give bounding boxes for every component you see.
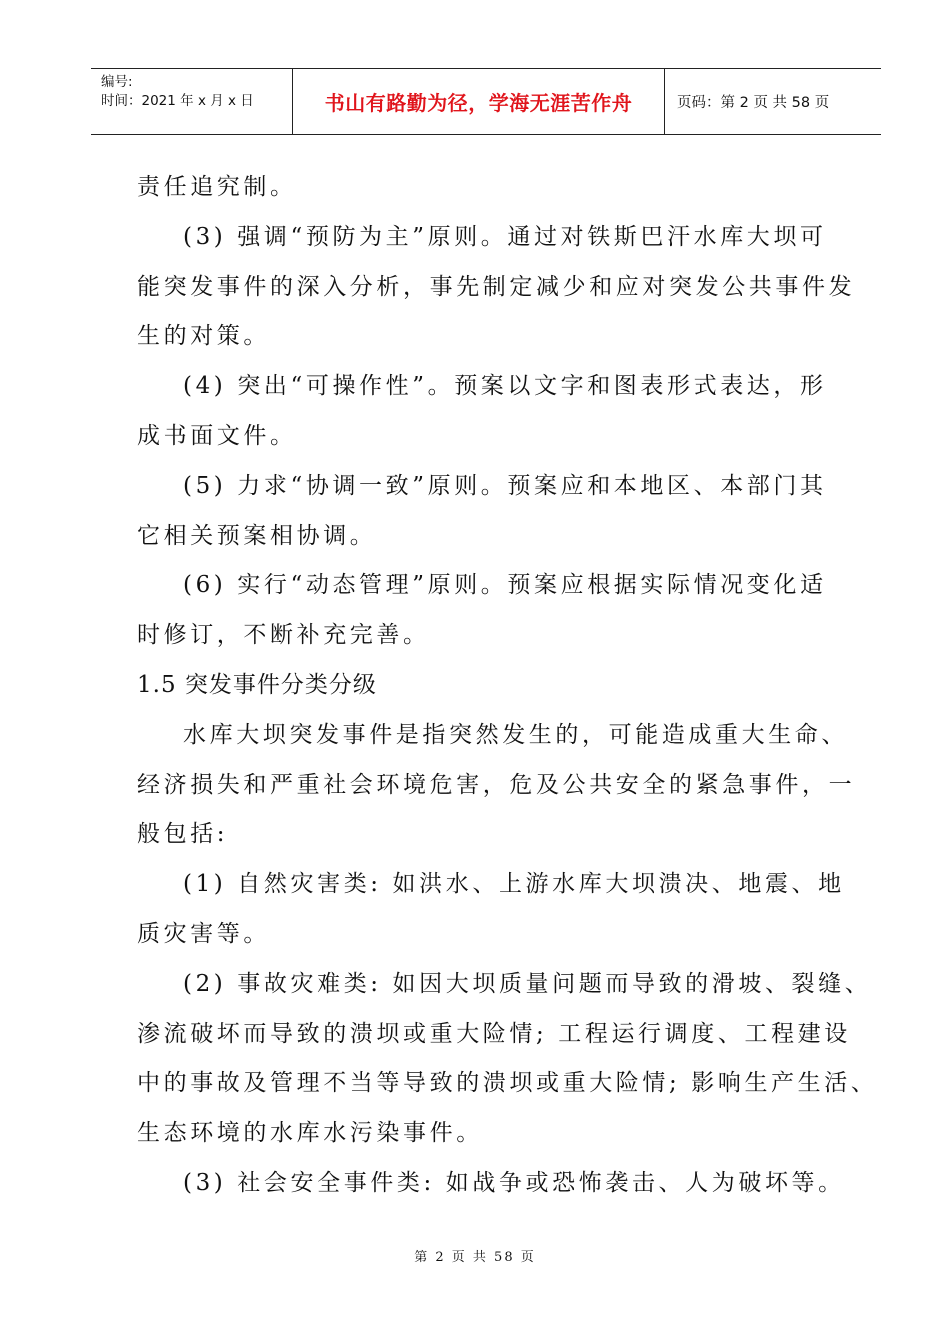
body-line: (5) 力求“协调一致”原则。预案应和本地区、本部门其 <box>183 472 827 499</box>
body-line: 般包括: <box>137 821 229 848</box>
body-line: 生态环境的水库水污染事件。 <box>137 1120 483 1147</box>
header-motto: 书山有路勤为径，学海无涯苦作舟 <box>293 69 665 134</box>
body-line: 能突发事件的深入分析，事先制定减少和应对突发公共事件发 <box>137 273 856 300</box>
section-heading: 1.5 突发事件分类分级 <box>137 671 377 698</box>
body-line: 时修订，不断补充完善。 <box>137 622 430 649</box>
body-line: (1) 自然灾害类: 如洪水、上游水库大坝溃决、地震、地 <box>183 871 845 898</box>
body-line: (4) 突出“可操作性”。预案以文字和图表形式表达，形 <box>183 373 827 400</box>
body-line: 生的对策。 <box>137 323 270 350</box>
body-line: (3) 社会安全事件类: 如战争或恐怖袭击、人为破坏等。 <box>183 1169 845 1196</box>
body-line: (6) 实行“动态管理”原则。预案应根据实际情况变化适 <box>183 572 827 599</box>
body-line: (2) 事故灾难类: 如因大坝质量问题而导致的滑坡、裂缝、 <box>183 970 872 997</box>
body-line: 质灾害等。 <box>137 920 270 947</box>
body-line: 它相关预案相协调。 <box>137 522 377 549</box>
serial-label: 编号: <box>101 74 133 90</box>
header-page-info: 页码：第 2 页 共 58 页 <box>677 95 830 111</box>
header-meta <box>91 69 293 134</box>
document-body <box>137 163 878 1209</box>
time-label: 时间：2021 年 x 月 x 日 <box>101 93 254 109</box>
page-footer: 第 2 页 共 58 页 <box>414 1250 536 1265</box>
body-line: 责任追究制。 <box>137 174 297 200</box>
body-line: (3) 强调“预防为主”原则。通过对铁斯巴汗水库大坝可 <box>183 223 827 250</box>
body-line: 成书面文件。 <box>137 422 297 449</box>
body-line: 渗流破坏而导致的溃坝或重大险情; 工程运行调度、工程建设 <box>137 1020 851 1047</box>
body-line: 中的事故及管理不当等导致的溃坝或重大险情; 影响生产生活、 <box>137 1070 878 1097</box>
body-line: 经济损失和严重社会环境危害，危及公共安全的紧急事件，一 <box>137 771 856 798</box>
body-line: 水库大坝突发事件是指突然发生的，可能造成重大生命、 <box>183 721 848 748</box>
page-header <box>91 68 881 135</box>
